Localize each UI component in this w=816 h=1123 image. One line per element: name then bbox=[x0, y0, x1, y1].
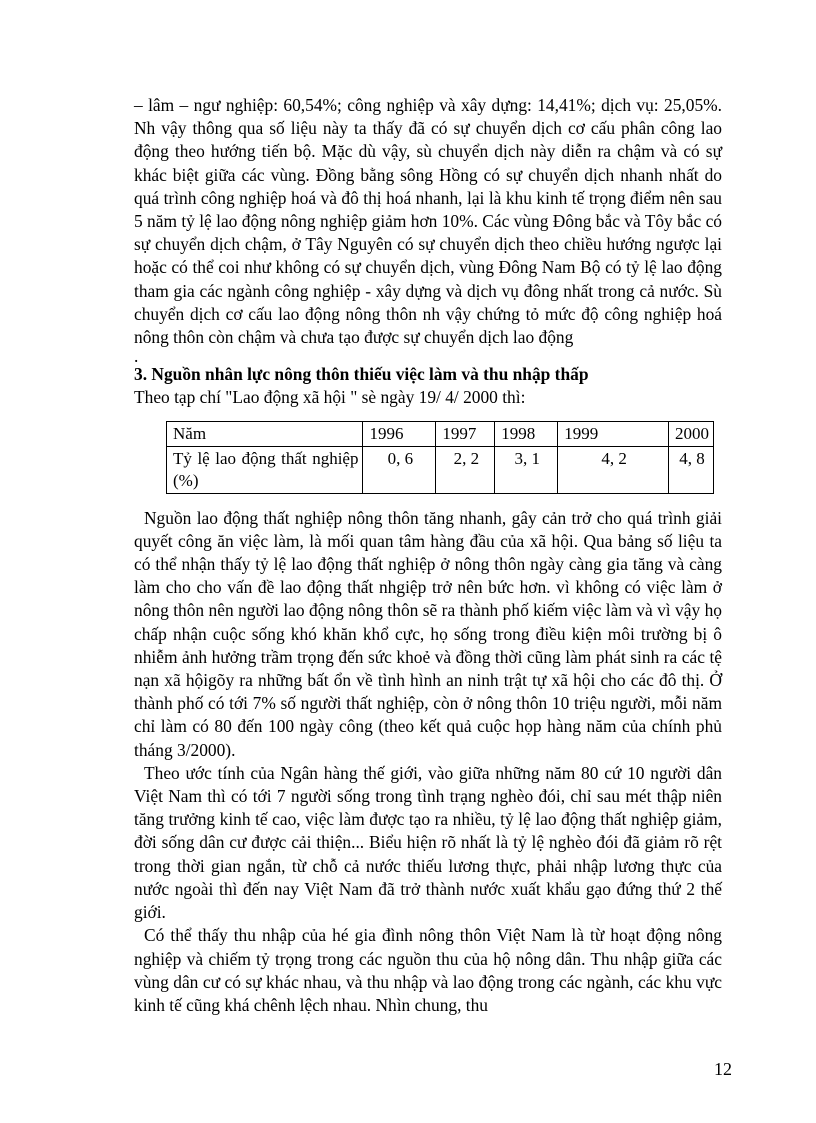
paragraph-unemployment: Nguồn lao động thất nghiệp nông thôn tăng nhanh, gây cản trở cho quá trình giải quyết công ăn việc làm, là mối quan tâm hàng đầu của xã hội. Qua bảng số liệu ta có thể nhận thấy tỷ lệ lao động thất nghiệp ở nông thôn ngày càng gia tăng và càng làm cho cho vấn đề lao động thất nhgiệp trở nên bức hơn. vì không có việc làm ở nông thôn nên người lao động nông thôn sẽ ra thành phố kiếm việc làm và vì vậy họ chấp nhận cuộc sống khó khăn khổ cực, họ sống trong điều kiện môi trường bị ô nhiễm ảnh hưởng trầm trọng đến sức khoẻ và đồng thời cũng làm phát sinh ra các tệ nạn xã hộigõy ra những bất ổn về tình hình an ninh trật tự xã hội cho các đô thị. Ở thành phố có tới 7% số người thất nghiệp, còn ở nông thôn 10 triệu người, mỗi năm chỉ làm có 80 đến 100 ngày công (theo kết quả cuộc họp hàng năm của chính phủ tháng 3/2000). bbox=[134, 507, 722, 760]
table-value: 4, 2 bbox=[558, 446, 669, 493]
paragraph-world-bank: Theo ước tính của Ngân hàng thế giới, vào giữa những năm 80 cứ 10 người dân Việt Nam thì có tới 7 người sống trong tình trạng nghèo đói, chỉ sau mét thập niên tăng trưởng kinh tế cao, việc làm được tạo ra nhiều, tỷ lệ lao động thất nghiệp giảm, đời sống dân cư được cải thiện... Biểu hiện rõ nhất là tỷ lệ nghèo đói đã giảm rõ rệt trong thời gian ngắn, từ chỗ cả nước thiếu lương thực, phải nhập lương thực của nước ngoài thì đến nay Việt Nam đã trở thành nước xuất khẩu gạo đứng thứ 2 thế giới. bbox=[134, 762, 722, 923]
paragraph-end-dot: . bbox=[134, 346, 139, 367]
paragraph-labor-shift: – lâm – ngư nghiệp: 60,54%; công nghiệp và xây dựng: 14,41%; dịch vụ: 25,05%. Nh vậy thông qua số liệu này ta thấy đã có sự chuyển dịch cơ cấu phân công lao động theo hướng tiến bộ. Mặc dù vậy, sù chuyển dịch này diễn ra chậm và có sự khác biệt giữa các vùng. Đồng bằng sông Hồng có sự chuyển dịch nhanh nhất do quá trình công nghiệp hoá và đô thị hoá nhanh, lại là khu kinh tế trọng điểm nên sau 5 năm tỷ lệ lao động nông nghiệp giảm hơn 10%. Các vùng Đông bắc và Tôy bắc có sự chuyển dịch chậm, ở Tây Nguyên có sự chuyển dịch theo chiều hướng ngược lại hoặc có thể coi như không có sự chuyển dịch, vùng Đông Nam Bộ có tỷ lệ lao động tham gia các ngành công nghiệp - xây dựng và dịch vụ đông nhất trong cả nước. Sù chuyển dịch cơ cấu lao động nông thôn nh vậy chứng tỏ mức độ công nghiệp hoá nông thôn còn chậm và chưa tạo được sự chuyển dịch lao động bbox=[134, 95, 722, 348]
paragraph-income: Có thể thấy thu nhập của hé gia đình nông thôn Việt Nam là từ hoạt động nông nghiệp và chiếm tỷ trọng trong các nguồn thu của hộ nông dân. Thu nhập giữa các vùng dân cư có sự khác nhau, và thu nhập và lao động trong các ngành, các khu vực kinh tế cũng khá chênh lệch nhau. Nhìn chung, thu bbox=[134, 925, 722, 1015]
table-year: 1999 bbox=[558, 421, 669, 446]
table-value: 2, 2 bbox=[436, 446, 495, 493]
unemployment-table bbox=[166, 421, 714, 494]
table-row bbox=[167, 446, 714, 493]
section-heading: 3. Nguồn nhân lực nông thôn thiếu việc làm và thu nhập thấp bbox=[134, 364, 589, 385]
table-year: 1997 bbox=[436, 421, 495, 446]
table-value: 0, 6 bbox=[363, 446, 436, 493]
table-row-label: Tỷ lệ lao động thất nghiệp (%) bbox=[167, 446, 363, 493]
table-year: 1998 bbox=[495, 421, 558, 446]
page-number: 12 bbox=[714, 1059, 732, 1079]
document-page bbox=[134, 94, 722, 1017]
table-year: 1996 bbox=[363, 421, 436, 446]
table-header-label: Năm bbox=[167, 421, 363, 446]
table-value: 4, 8 bbox=[669, 446, 714, 493]
table-header-row bbox=[167, 421, 714, 446]
table-value: 3, 1 bbox=[495, 446, 558, 493]
source-line: Theo tạp chí "Lao động xã hội " sè ngày 19/ 4/ 2000 thì: bbox=[134, 387, 526, 408]
table-year: 2000 bbox=[669, 421, 714, 446]
